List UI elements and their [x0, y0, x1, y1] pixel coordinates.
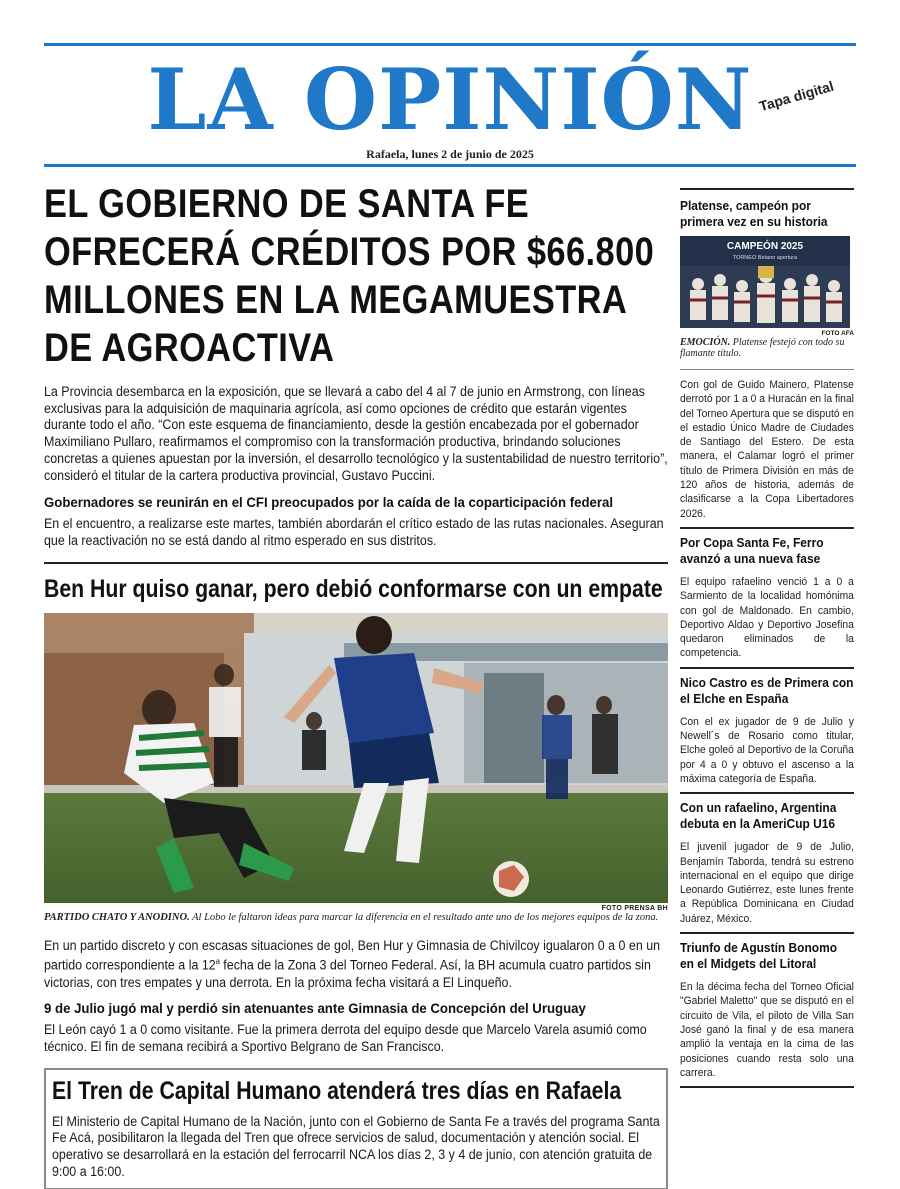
americup-body: El juvenil jugador de 9 de Julio, Benjamín Taborda, tendrá su estreno internacional en el equipo que dirige Leonardo Gutiérrez, este lunes frente a República Dominicana en Ciudad Juárez, México.	[680, 841, 854, 925]
second-body-ordinal: a	[215, 957, 220, 967]
sidebar-divider-3	[680, 792, 854, 794]
platense-banner: CAMPEÓN 2025	[726, 241, 804, 252]
platense-caption-bold: EMOCIÓN.	[680, 337, 731, 348]
second-article	[44, 574, 668, 1056]
football-match-photo[interactable]	[44, 613, 668, 903]
platense-caption	[680, 337, 854, 359]
sidebar-divider-1	[680, 527, 854, 529]
lead-subbody: En el encuentro, a realizarse este martes, también abordarán el crítico estado de las rutas nacionales. Aseguran que la reactivación no se está dando al ritmo esperado en sus distritos.	[44, 516, 664, 548]
platense-headline[interactable]: Platense, campeón por primera vez en su historia	[680, 198, 828, 229]
platense-inner-rule	[680, 369, 854, 370]
second-body-part-2: fecha de la Zona 3 del Torneo Federal. Así, la BH acumula cuatro partidos sin victorias, con tres empates y una derrota. En la próxima fecha visitará a El Linqueño.	[44, 957, 651, 990]
lead-subhead[interactable]: Gobernadores se reunirán en el CFI preocupados por la caída de la coparticipación federal	[44, 495, 614, 512]
dateline: Rafaela, lunes 2 de junio de 2025	[366, 147, 534, 161]
second-subbody: El León cayó 1 a 0 como visitante. Fue la primera derrota del equipo desde que Marcelo Varela asumió como técnico. El fin de semana recibirá a Sportivo Belgrano de San Francisco.	[44, 1022, 647, 1054]
platense-caption-text: Platense festejó con todo su flamante título.	[680, 337, 845, 359]
sidebar-story-americup	[680, 800, 854, 926]
section-divider	[44, 562, 668, 564]
third-body: El Ministerio de Capital Humano de la Nación, junto con el Gobierno de Santa Fe a través del programa Santa Fe Acá, posibilitaron la llegada del Tren que ofrece servicios de salud, documentación y atención social. El operativo se desarrollará en la estación del ferrocarril NCA los días 2, 3 y 4 de junio, con atención gratuita de 9:00 a 16:00.	[52, 1113, 660, 1179]
sidebar	[680, 188, 854, 1094]
sidebar-story-bonomo	[680, 940, 854, 1080]
sidebar-top-rule	[680, 188, 854, 190]
second-caption-text: Al Lobo le faltaron ideas para marcar la diferencia en el resultado ante uno de los mejores equipos de la zona.	[189, 911, 659, 923]
sidebar-divider-2	[680, 667, 854, 669]
second-photo-caption	[44, 912, 668, 924]
platense-photo-credit: FOTO AFA	[821, 330, 854, 337]
second-body-part-1: En un partido discreto y con escasas situaciones de gol, Ben Hur y Gimnasia de Chivilcoy igualaron 0 a 0 en un partido correspondiente a la 12	[44, 937, 661, 973]
ferro-headline[interactable]: Por Copa Santa Fe, Ferro avanzó a una nueva fase	[680, 534, 824, 566]
sidebar-bottom-rule	[680, 1086, 854, 1088]
masthead-title: LA OPINIÓN	[147, 50, 753, 149]
tapa-digital-tag: Tapa digital	[757, 77, 836, 115]
sidebar-divider-4	[680, 932, 854, 934]
second-subhead[interactable]: 9 de Julio jugó mal y perdió sin atenuantes ante Gimnasia de Concepción del Uruguay	[44, 1001, 586, 1018]
sidebar-story-castro	[680, 675, 854, 786]
main-column	[44, 170, 668, 1189]
platense-banner-sub: TORNEO Betano apertura	[732, 255, 798, 261]
second-headline[interactable]: Ben Hur quiso ganar, pero debió conformarse con un empate	[44, 574, 663, 603]
americup-headline[interactable]: Con un rafaelino, Argentina debuta en la AmeriCup U16	[680, 800, 837, 832]
match-photo-illustration	[44, 613, 668, 903]
third-article-box	[44, 1068, 668, 1189]
bonomo-body: En la décima fecha del Torneo Oficial "Gabriel Maletto" que se disputó en el circuito de Vila, el piloto de Villa San José ganó la final y de esa manera amplió la ventaja en la cima de las posiciones cuando resta solo una carrera.	[680, 981, 854, 1079]
lead-body: La Provincia desembarca en la exposición, que se llevará a cabo del 4 al 7 de junio en Armstrong, con líneas exclusivas para la adquisición de maquinaria agrícola, así como opciones de crédito que estarán vigentes durante todo el año. “Con este esquema de financiamiento, desde la gestión encabezada por el gobernador Maximiliano Pullaro, reafirmamos el compromiso con la transformación productiva, brindando soluciones concretas a quienes apuestan por la inversión, el desarrollo tecnológico y la sustentabilidad de nuestro territorio”, consideró el titular de la cartera productiva provincial, Gustavo Puccini.	[44, 384, 668, 483]
third-headline[interactable]: El Tren de Capital Humano atenderá tres días en Rafaela	[52, 1076, 622, 1105]
castro-body: Con el ex jugador de 9 de Julio y Newell´s de Rosario como titular, Elche goleó al Deportivo de la Coruña por 4 a 0 y obtuvo el ascenso a la máxima categoría de España.	[680, 715, 854, 785]
platense-photo-illustration	[680, 236, 850, 328]
platense-celebration-photo[interactable]	[680, 236, 850, 328]
castro-headline[interactable]: Nico Castro es de Primera con el Elche en España	[680, 674, 854, 706]
lead-headline[interactable]: EL GOBIERNO DE SANTA FE OFRECERÁ CRÉDITOS POR $66.800 MILLONES EN LA MEGAMUESTRA DE AGROACTIVA	[44, 182, 655, 370]
platense-body: Con gol de Guido Mainero, Platense derrotó por 1 a 0 a Huracán en la final del Torneo Apertura que se disputó en el estadio Único Madre de Ciudades de Santiago del Estero. De esta manera, el Calamar logró el primer título de Primera División en más de 120 años de historia, además de clasificarse a la Copa Libertadores 2026.	[680, 379, 854, 520]
lead-article	[44, 180, 668, 550]
masthead-bottom-rule	[44, 164, 856, 167]
second-photo-credit: FOTO PRENSA BH	[601, 904, 668, 912]
second-caption-bold: PARTIDO CHATO Y ANODINO.	[44, 911, 190, 923]
sidebar-story-ferro	[680, 535, 854, 661]
second-body	[44, 938, 668, 992]
sidebar-story-platense	[680, 198, 854, 521]
ferro-body: El equipo rafaelino venció 1 a 0 a Sarmiento de la localidad homónima con gol de Maldonado. En cambio, Deportivo Aldao y Deportivo Josefina quedaron eliminados de la competencia.	[680, 575, 854, 660]
masthead-top-rule	[44, 43, 856, 46]
bonomo-headline[interactable]: Triunfo de Agustín Bonomo en el Midgets del Litoral	[680, 940, 838, 972]
